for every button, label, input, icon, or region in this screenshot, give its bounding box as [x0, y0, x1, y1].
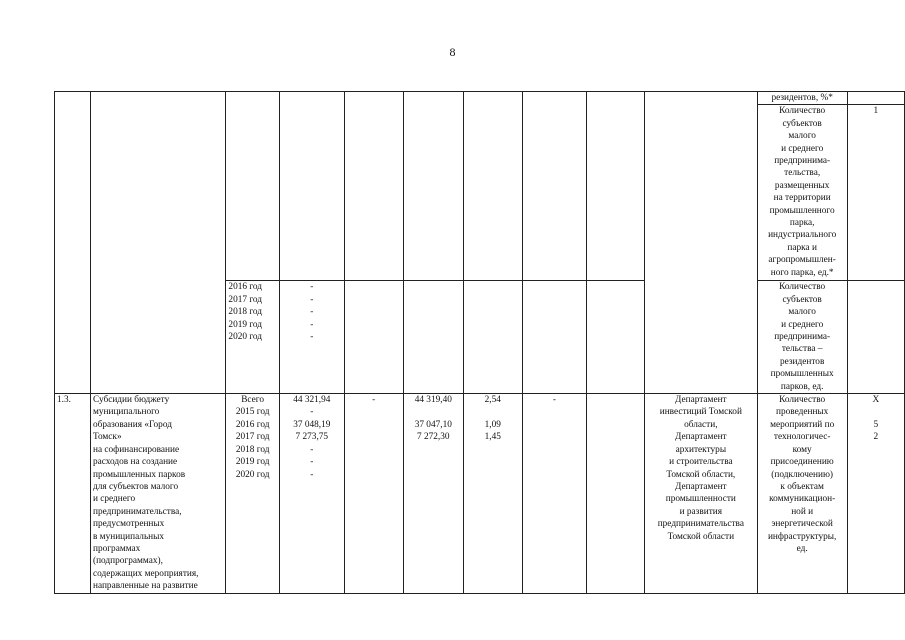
activity-name: Субсидии бюджету муниципального образования «Город Томск» на софинансирование расходов на создание промышленных парков для субъектов малого и среднего предпринимательства, предусмотренных в муниципальных программах (подпрограммах), содержащих мероприятия, направленные на развитие	[90, 394, 225, 594]
totals-column	[279, 281, 344, 394]
number-cell-empty	[55, 92, 91, 394]
year-label: 2019 год	[228, 319, 263, 330]
indicator-park-residents: Количество субъектов малого и среднего предпринима- тельства – резидентов промышленных парков, ед.	[757, 281, 847, 394]
regional-column	[403, 394, 463, 594]
total-value: -	[310, 332, 314, 343]
total-value: 44 321,94	[293, 395, 331, 406]
values-column	[847, 394, 904, 594]
local-value: 1,09	[484, 419, 501, 430]
indicator-park-value: 1	[847, 105, 904, 281]
other-cell-empty	[522, 92, 587, 281]
other-value: -	[552, 395, 556, 406]
extra-cell-empty	[587, 281, 645, 394]
regional-value: 7 272,30	[417, 432, 450, 443]
value-cell-empty	[847, 281, 904, 394]
local-value	[466, 406, 520, 418]
total-value: -	[310, 282, 314, 293]
totals-column	[279, 394, 344, 594]
name-cell-empty	[90, 92, 225, 394]
extra-cell-empty	[587, 394, 645, 594]
indicator-park-enterprises: Количество субъектов малого и среднего предпринима- тельства, размещенных на территории промышленного парка, индустриального парка и агропромышлен- ного парка, ед.*	[757, 105, 847, 281]
indicator-connection-events: Количество проведенных мероприятий по технологичес- кому присоединению (подключению) к объектам коммуникацион- ной и энергетической инфраструктуры, ед.	[757, 394, 847, 594]
indicator-value: 2	[873, 432, 879, 443]
year-label: Всего	[241, 395, 265, 406]
indicator-residents-percent: резидентов, %*	[757, 92, 847, 105]
other-column	[522, 394, 587, 594]
indicator-value: X	[872, 395, 880, 406]
value-cell-empty	[847, 92, 904, 105]
total-value: -	[310, 469, 314, 480]
federal-cell-empty	[344, 281, 403, 394]
regional-cell-empty	[403, 92, 463, 281]
row-number: 1.3.	[55, 394, 91, 594]
local-column	[463, 394, 522, 594]
local-cell-empty	[463, 281, 522, 394]
regional-value: 37 047,10	[414, 419, 452, 430]
regional-cell-empty	[403, 281, 463, 394]
total-value: -	[310, 319, 314, 330]
other-cell-empty	[522, 281, 587, 394]
total-value: -	[310, 444, 314, 455]
executor-cell-empty	[644, 92, 757, 394]
federal-column	[344, 394, 403, 594]
federal-cell-empty	[344, 92, 403, 281]
year-label: 2018 год	[228, 307, 263, 318]
total-value: -	[310, 307, 314, 318]
years-column	[226, 394, 279, 594]
year-label: 2017 год	[235, 432, 270, 443]
total-value: -	[310, 407, 314, 418]
year-cell-empty	[226, 92, 279, 281]
local-value: 2,54	[484, 395, 501, 406]
year-label: 2019 год	[235, 457, 270, 468]
total-value: 7 273,75	[295, 432, 329, 443]
year-label: 2016 год	[228, 282, 263, 293]
local-value: 1,45	[484, 432, 501, 443]
program-activities-table	[54, 91, 905, 594]
page-number: 8	[449, 45, 456, 59]
local-cell-empty	[463, 92, 522, 281]
total-value: 37 048,19	[293, 419, 331, 430]
indicator-value: 5	[873, 419, 879, 430]
year-label: 2020 год	[235, 469, 270, 480]
regional-value: 44 319,40	[414, 395, 452, 406]
year-label: 2018 год	[235, 444, 270, 455]
years-column	[226, 281, 279, 394]
year-label: 2015 год	[235, 407, 270, 418]
regional-value	[406, 406, 461, 418]
federal-value: -	[372, 395, 376, 406]
indicator-value	[850, 406, 902, 418]
extra-cell-empty	[587, 92, 645, 281]
year-label: 2020 год	[228, 332, 263, 343]
total-value: -	[310, 457, 314, 468]
year-label: 2016 год	[235, 419, 270, 430]
year-label: 2017 год	[228, 294, 263, 305]
total-value: -	[310, 294, 314, 305]
total-cell-empty	[279, 92, 344, 281]
executor: Департамент инвестиций Томской области, Департамент архитектуры и строительства Томской области, Департамент промышленности и развития предпринимательства Томской области	[644, 394, 757, 594]
